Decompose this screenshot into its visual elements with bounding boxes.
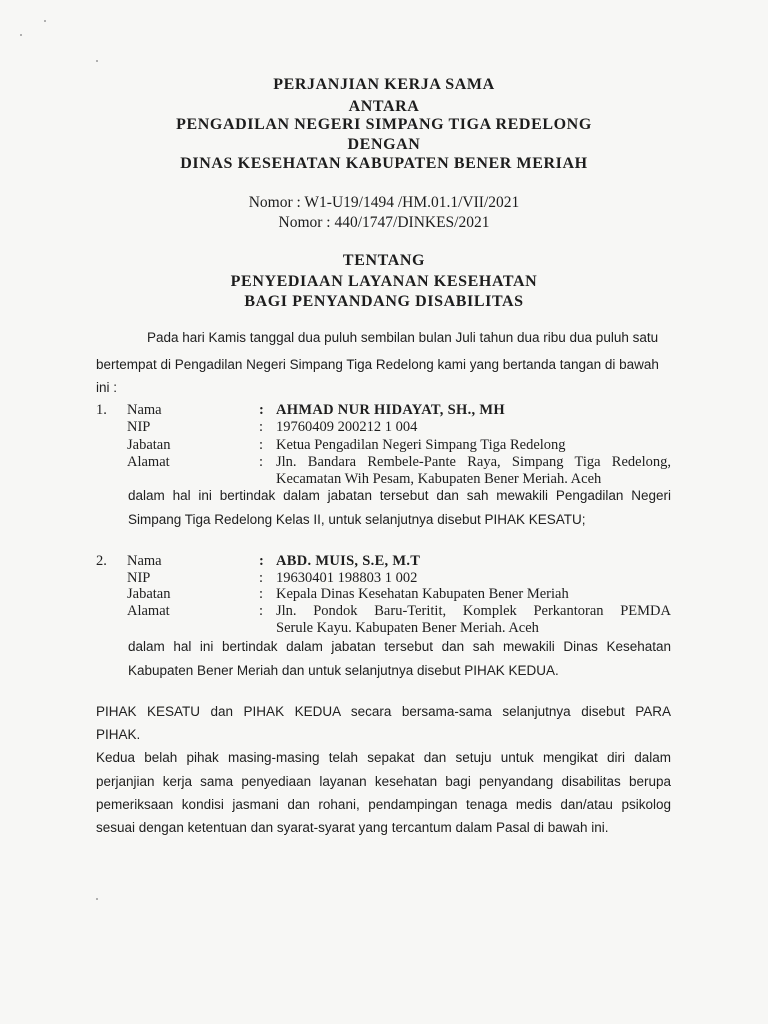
party-1-nip-value: 19760409 200212 1 004 (276, 419, 418, 435)
party-2-jabatan-colon: : (259, 586, 264, 602)
party-2-jabatan-value: Kepala Dinas Kesehatan Kabupaten Bener Meriah (276, 586, 569, 602)
scan-speck (44, 20, 46, 22)
intro-line-3: ini : (96, 380, 118, 395)
closing-para2-line-3: pemeriksaan kondisi jasmani dan rohani, pendampingan tenaga medis dan/atau psikolog (96, 797, 671, 812)
party-2-nip-label: NIP (127, 570, 151, 586)
closing-para1-line-1: PIHAK KESATU dan PIHAK KEDUA secara bersama-sama selanjutnya disebut PARA (96, 704, 671, 719)
party-1-nama-label: Nama (127, 402, 162, 418)
title-line-5: DINAS KESEHATAN KABUPATEN BENER MERIAH (180, 155, 588, 172)
party-2-representation-line-1: dalam hal ini bertindak dalam jabatan tersebut dan sah mewakili Dinas Kesehatan (128, 639, 671, 654)
intro-line-2: bertempat di Pengadilan Negeri Simpang Tiga Redelong kami yang bertanda tangan di bawah (96, 357, 659, 372)
subject-line-2: PENYEDIAAN LAYANAN KESEHATAN (230, 273, 538, 290)
scan-speck (20, 34, 22, 36)
party-1-number: 1. (96, 402, 107, 418)
title-line-2: ANTARA (348, 98, 420, 115)
party-1-jabatan-value: Ketua Pengadilan Negeri Simpang Tiga Redelong (276, 437, 566, 453)
party-1-alamat-cont: Kecamatan Wih Pesam, Kabupaten Bener Meriah. Aceh (276, 471, 602, 487)
party-2-nip-colon: : (259, 570, 264, 586)
subject-line-3: BAGI PENYANDANG DISABILITAS (244, 293, 524, 310)
party-2-alamat-value: Jln. Pondok Baru-Teritit, Komplek Perkantoran PEMDA (276, 603, 671, 619)
closing-para2-line-4: sesuai dengan ketentuan dan syarat-syarat yang tercantum dalam Pasal di bawah ini. (96, 820, 609, 835)
party-1-representation-line-1: dalam hal ini bertindak dalam jabatan tersebut dan sah mewakili Pengadilan Negeri (128, 488, 671, 503)
party-2-jabatan-label: Jabatan (127, 586, 171, 602)
party-1-alamat-value: Jln. Bandara Rembele-Pante Raya, Simpang Tiga Redelong, (276, 454, 671, 470)
title-line-4: DENGAN (347, 136, 421, 153)
scan-speck (96, 60, 98, 62)
party-1-alamat-label: Alamat (127, 454, 170, 470)
party-1-representation-line-2: Simpang Tiga Redelong Kelas II, untuk selanjutnya disebut PIHAK KESATU; (128, 512, 586, 527)
party-2-nama-value: ABD. MUIS, S.E, M.T (276, 553, 421, 569)
party-2-representation-line-2: Kabupaten Bener Meriah dan untuk selanjutnya disebut PIHAK KEDUA. (128, 663, 559, 678)
party-1-nip-colon: : (259, 419, 264, 435)
party-2-alamat-colon: : (259, 603, 264, 619)
intro-line-1: Pada hari Kamis tanggal dua puluh sembilan bulan Juli tahun dua ribu dua puluh satu (147, 330, 659, 345)
closing-para1-line-2: PIHAK. (96, 727, 141, 742)
party-2-alamat-cont: Serule Kayu. Kabupaten Bener Meriah. Aceh (276, 620, 539, 636)
party-2-nama-label: Nama (127, 553, 162, 569)
party-2-nip-value: 19630401 198803 1 002 (276, 570, 418, 586)
subject-line-1: TENTANG (342, 252, 426, 269)
party-1-alamat-colon: : (259, 454, 264, 470)
nomor-2: Nomor : 440/1747/DINKES/2021 (278, 214, 490, 231)
party-2-number: 2. (96, 553, 107, 569)
party-1-jabatan-colon: : (259, 437, 264, 453)
party-2-nama-colon: : (259, 553, 265, 569)
closing-para2-line-1: Kedua belah pihak masing-masing telah sepakat dan setuju untuk mengikat diri dalam (96, 750, 671, 765)
scan-speck (96, 898, 98, 900)
title-line-1: PERJANJIAN KERJA SAMA (273, 76, 495, 93)
party-1-nama-colon: : (259, 402, 265, 418)
party-1-nip-label: NIP (127, 419, 151, 435)
title-line-3: PENGADILAN NEGERI SIMPANG TIGA REDELONG (176, 116, 592, 133)
closing-para2-line-2: perjanjian kerja sama penyediaan layanan kesehatan bagi penyandang disabilitas berupa (96, 774, 671, 789)
party-1-nama-value: AHMAD NUR HIDAYAT, SH., MH (276, 402, 505, 418)
party-1-jabatan-label: Jabatan (127, 437, 171, 453)
nomor-1: Nomor : W1-U19/1494 /HM.01.1/VII/2021 (248, 194, 520, 211)
party-2-alamat-label: Alamat (127, 603, 170, 619)
